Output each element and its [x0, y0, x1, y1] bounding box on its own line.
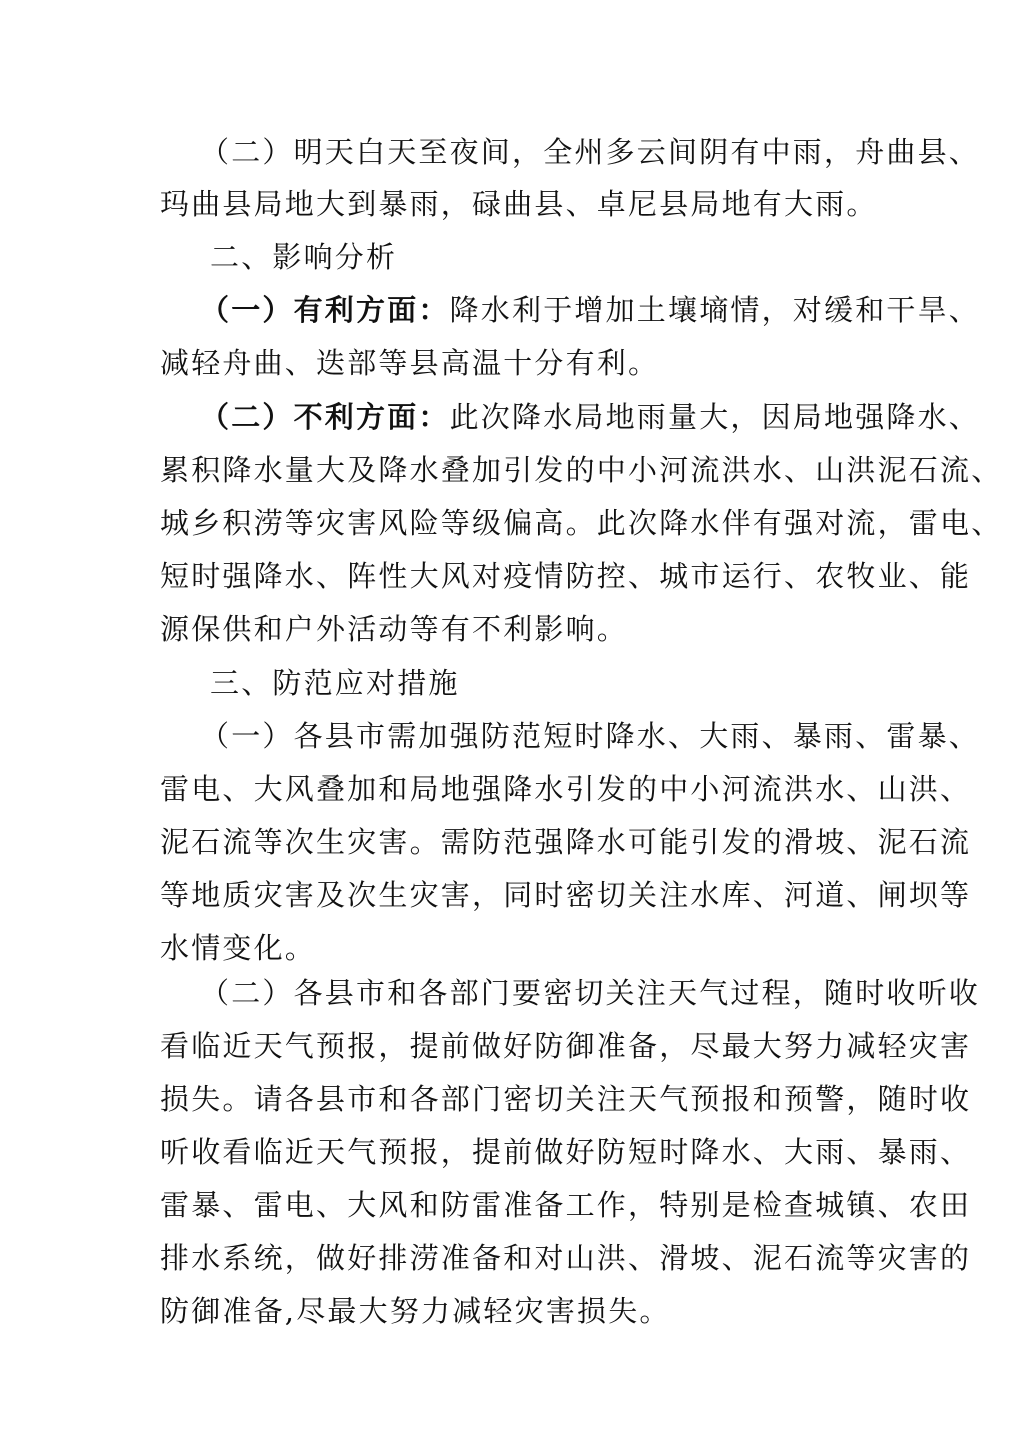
paragraph-measure-1-line-2: 雷电、大风叠加和局地强降水引发的中小河流洪水、山洪、: [160, 772, 972, 806]
paragraph-forecast-line-2: 玛曲县局地大到暴雨，碌曲县、卓尼县局地有大雨。: [160, 187, 878, 221]
paragraph-measure-1-line-5: 水情变化。: [160, 931, 317, 965]
section-heading-impact-analysis: 二、影响分析: [210, 240, 398, 274]
favorable-subheading: （一）有利方面：: [200, 293, 450, 327]
paragraph-measure-2-line-6: 排水系统，做好排涝准备和对山洪、滑坡、泥石流等灾害的: [160, 1241, 972, 1275]
paragraph-measure-2-line-1: （二）各县市和各部门要密切关注天气过程，随时收听收: [200, 976, 981, 1010]
paragraph-favorable-line-1: （一）有利方面：降水利于增加土壤墒情，对缓和干旱、: [200, 293, 981, 327]
unfavorable-subheading: （二）不利方面：: [200, 400, 450, 434]
paragraph-unfavorable-line-5: 源保供和户外活动等有不利影响。: [160, 612, 629, 646]
paragraph-measure-2-line-5: 雷暴、雷电、大风和防雷准备工作，特别是检查城镇、农田: [160, 1188, 972, 1222]
paragraph-forecast-line-1: （二）明天白天至夜间，全州多云间阴有中雨，舟曲县、: [200, 135, 981, 169]
paragraph-unfavorable-line-4: 短时强降水、阵性大风对疫情防控、城市运行、农牧业、能: [160, 559, 972, 593]
paragraph-measure-2-line-2: 看临近天气预报，提前做好防御准备，尽最大努力减轻灾害: [160, 1029, 972, 1063]
paragraph-unfavorable-line-1: （二）不利方面：此次降水局地雨量大，因局地强降水、: [200, 400, 981, 434]
paragraph-unfavorable-line-3: 城乡积涝等灾害风险等级偏高。此次降水伴有强对流，雷电、: [160, 506, 1003, 540]
paragraph-measure-2-line-4: 听收看临近天气预报，提前做好防短时降水、大雨、暴雨、: [160, 1135, 972, 1169]
section-heading-countermeasures: 三、防范应对措施: [210, 666, 460, 700]
paragraph-measure-1-line-4: 等地质灾害及次生灾害，同时密切关注水库、河道、闸坝等: [160, 878, 972, 912]
paragraph-measure-2-line-3: 损失。请各县市和各部门密切关注天气预报和预警，随时收: [160, 1082, 972, 1116]
paragraph-measure-2-line-7: 防御准备,尽最大努力减轻灾害损失。: [160, 1294, 671, 1328]
paragraph-unfavorable-line-2: 累积降水量大及降水叠加引发的中小河流洪水、山洪泥石流、: [160, 453, 1003, 487]
paragraph-measure-1-line-1: （一）各县市需加强防范短时降水、大雨、暴雨、雷暴、: [200, 719, 981, 753]
paragraph-measure-1-line-3: 泥石流等次生灾害。需防范强降水可能引发的滑坡、泥石流: [160, 825, 972, 859]
paragraph-favorable-line-2: 减轻舟曲、迭部等县高温十分有利。: [160, 346, 660, 380]
